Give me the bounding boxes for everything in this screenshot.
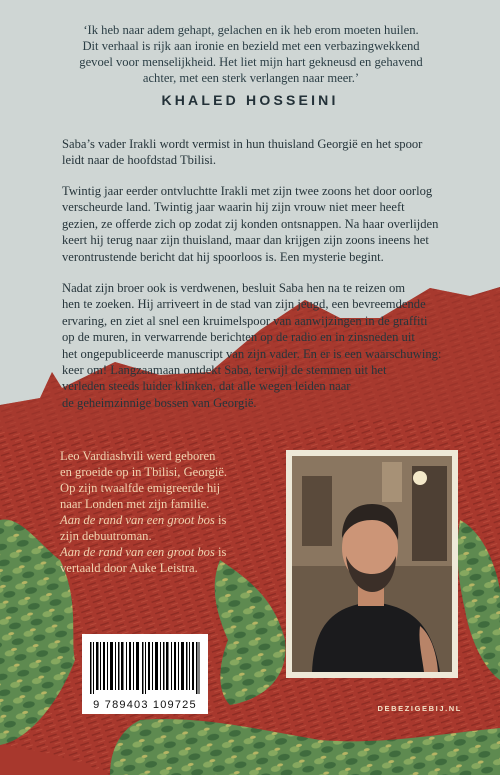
bio-line: naar Londen met zijn familie.	[60, 497, 210, 511]
book-title: Aan de rand van een groot bos	[60, 545, 215, 559]
blurb-line: verscheurde land. Twintig jaar waarin hij zijn vrouw niet meer heeft	[62, 200, 405, 215]
bio-line: en groeide op in Tbilisi, Georgië.	[60, 465, 228, 479]
blurb-paragraph-3	[62, 280, 454, 411]
blurb-line: hen te zoeken. Hij arriveert in de stad van zijn jeugd, een bevreemdende	[62, 297, 426, 312]
quote-line: Dit verhaal is rijk aan ironie en bezield met een verbazingwekkend	[82, 39, 420, 53]
isbn-number: 9 789403 109725	[93, 699, 197, 711]
author-bio	[60, 448, 290, 576]
bio-line: vertaald door Auke Leistra.	[60, 561, 198, 575]
quote-line: achter, met een sterk verlangen naar meer.’	[142, 71, 360, 85]
blurb-line: verleden steeds luider klinken, dat alle wegen leiden naar	[62, 379, 351, 394]
quote-line: ‘Ik heb naar adem gehapt, gelachen en ik heb erom moeten huilen.	[83, 23, 419, 37]
blurb-paragraph-2	[62, 183, 454, 265]
bio-line	[60, 512, 290, 528]
author-portrait-image	[292, 456, 452, 672]
review-quote	[55, 22, 447, 86]
blurb-line: het ongepubliceerde manuscript van zijn vader. En er is een waarschuwing:	[62, 346, 442, 361]
bio-line: Leo Vardiashvili werd geboren	[60, 449, 216, 463]
barcode-bars	[90, 642, 200, 694]
bio-line	[60, 544, 290, 560]
blurb-line: leidt naar de hoofdstad Tbilisi.	[62, 153, 217, 168]
author-photo-frame	[286, 450, 458, 678]
blurb-line: Saba’s vader Irakli wordt vermist in hun thuisland Georgië en het spoor	[62, 137, 423, 151]
barcode	[82, 634, 208, 714]
author-photo	[292, 456, 452, 672]
blurb-line: op de muren, in verwarrende berichten op de radio en in zinsneden uit	[62, 330, 415, 345]
blurb-line: verontrustende bericht dat hij spoorloos is. Een mysterie begint.	[62, 249, 384, 264]
bio-text: is	[214, 545, 227, 559]
blurb-line: ervaring, en ziet al snel een kruimelspoor van aanwijzingen in de graffiti	[62, 313, 428, 328]
bio-line: zijn debuutroman.	[60, 529, 152, 543]
blurb-line: gezien, ze offerde zich op zodat zij konden ontsnappen. Na haar overlijden	[62, 216, 439, 231]
blurb-line: Nadat zijn broer ook is verdwenen, besluit Saba hen na te reizen om	[62, 281, 406, 295]
publisher-url[interactable]: DEBEZIGEBIJ.NL	[377, 704, 462, 713]
blurb-line: de geheimzinnige bossen van Georgië.	[62, 395, 257, 410]
quote-line: gevoel voor menselijkheid. Het liet mijn hart gekneusd en gehavend	[79, 55, 423, 69]
book-title: Aan de rand van een groot bos	[60, 513, 215, 527]
blurb-paragraph-1	[62, 136, 454, 169]
blurb-line: keer om! Langzaamaan ontdekt Saba, terwijl de stemmen uit het	[62, 363, 387, 378]
blurb-line: Twintig jaar eerder ontvluchtte Irakli met zijn twee zoons het door oorlog	[62, 184, 433, 198]
blurb-line: keert hij terug naar zijn thuisland, maar dan krijgen zijn zoons ineens het	[62, 233, 429, 248]
bio-text: is	[214, 513, 227, 527]
bio-line: Op zijn twaalfde emigreerde hij	[60, 481, 221, 495]
quote-author: KHALED HOSSEINI	[161, 92, 339, 108]
